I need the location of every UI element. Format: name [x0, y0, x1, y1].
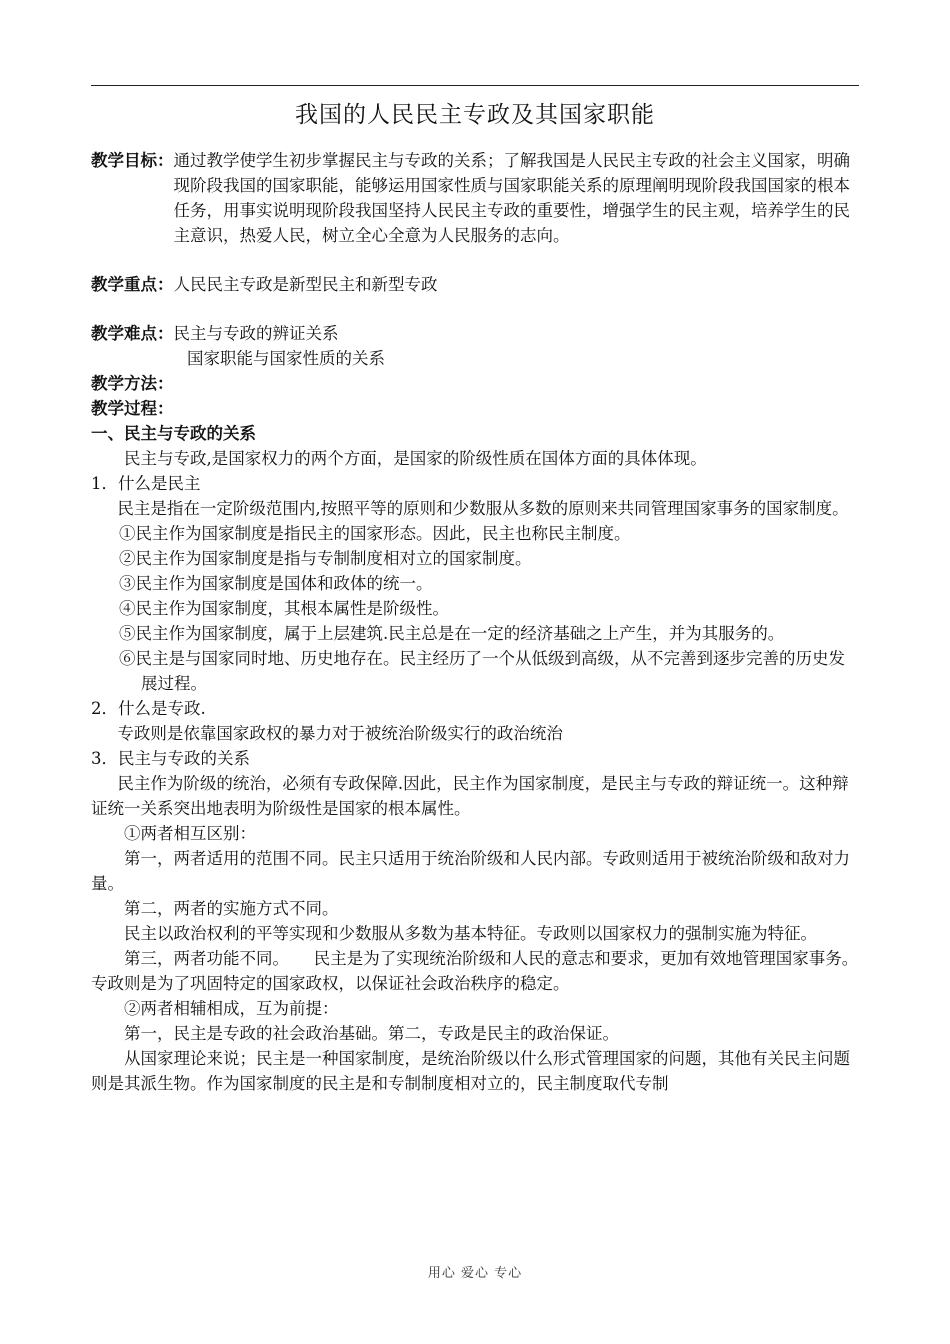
teaching-goal [91, 148, 859, 248]
header-rule [91, 85, 859, 86]
list-item: ④民主作为国家制度，其根本属性是阶级性。 [119, 599, 449, 618]
difficulty-line-2: 国家职能与国家性质的关系 [187, 349, 385, 368]
difference-2-text: 民主以政治权利的平等实现和少数服从多数为基本特征。专政则以国家权力的强制实施为特征。 [124, 924, 817, 943]
difficulty-line-1: 民主与专政的辨证关系 [173, 324, 339, 343]
difference-3: 第三，两者功能不同。 民主是为了实现统治阶级和人民的意志和要求，更加有效地管理国家事务。专政则是为了巩固特定的国家政权，以保证社会政治秩序的稳定。 [91, 949, 859, 993]
key-point [91, 272, 859, 297]
key-point-text: 人民民主专政是新型民主和新型专政 [173, 275, 438, 294]
section-intro: 民主与专政,是国家权力的两个方面，是国家的阶级性质在国体方面的具体体现。 [124, 449, 707, 468]
relation-1: 第一，民主是专政的社会政治基础。第二，专政是民主的政治保证。 [124, 1024, 619, 1043]
question-2-text: 专政则是依靠国家政权的暴力对于被统治阶级实行的政治统治 [117, 724, 563, 743]
question-2: 2．什么是专政. [91, 699, 206, 718]
difference-heading: ①两者相互区别： [124, 824, 256, 843]
document-body [91, 148, 859, 1096]
relation-heading: ②两者相辅相成，互为前提： [124, 999, 339, 1018]
difficulty [91, 321, 859, 346]
list-item: ③民主作为国家制度是国体和政体的统一。 [119, 574, 433, 593]
difficulty-label: 教学难点： [91, 324, 174, 343]
list-item: ①民主作为国家制度是指民主的国家形态。因此，民主也称民主制度。 [119, 524, 631, 543]
process-label: 教学过程： [91, 399, 174, 418]
list-item: ②民主作为国家制度是指与专制制度相对立的国家制度。 [119, 549, 532, 568]
difference-1: 第一，两者适用的范围不同。民主只适用于统治阶级和人民内部。专政则适用于被统治阶级和敌对力量。 [91, 849, 850, 893]
question-1: 1．什么是民主 [91, 474, 201, 493]
goal-text: 通过教学使学生初步掌握民主与专政的关系；了解我国是人民民主专政的社会主义国家，明确现阶段我国的国家职能，能够运用国家性质与国家职能关系的原理阐明现阶段我国国家的根本任务，用事实说明现阶段我国坚持人民民主专政的重要性，增强学生的民主观，培养学生的民主意识，热爱人民，树立全心全意为人民服务的志向。 [173, 151, 850, 245]
document-title: 我国的人民民主专政及其国家职能 [295, 102, 655, 128]
list-item: ⑤民主作为国家制度，属于上层建筑.民主总是在一定的经济基础之上产生，并为其服务的。 [119, 624, 785, 643]
theory-paragraph: 从国家理论来说；民主是一种国家制度，是统治阶级以什么形式管理国家的问题，其他有关民主问题则是其派生物。作为国家制度的民主是和专制制度相对立的，民主制度取代专制 [91, 1049, 850, 1093]
list-item: ⑥民主是与国家同时地、历史地存在。民主经历了一个从低级到高级，从不完善到逐步完善的历史发展过程。 [119, 649, 845, 693]
question-1-text: 民主是指在一定阶级范围内,按照平等的原则和少数服从多数的原则来共同管理国家事务的国家制度。 [117, 499, 849, 518]
question-3: 3．民主与专政的关系 [91, 749, 250, 768]
question-3-text: 民主作为阶级的统治，必须有专政保障.因此，民主作为国家制度，是民主与专政的辩证统一。这种辩证统一关系突出地表明为阶级性是国家的根本属性。 [91, 774, 849, 818]
method-label: 教学方法： [91, 374, 174, 393]
difference-2: 第二，两者的实施方式不同。 [124, 899, 339, 918]
goal-label: 教学目标： [91, 151, 174, 170]
key-point-label: 教学重点： [91, 275, 174, 294]
section-heading: 一、民主与专政的关系 [91, 424, 256, 443]
page-footer: 用心 爱心 专心 [427, 1266, 523, 1281]
